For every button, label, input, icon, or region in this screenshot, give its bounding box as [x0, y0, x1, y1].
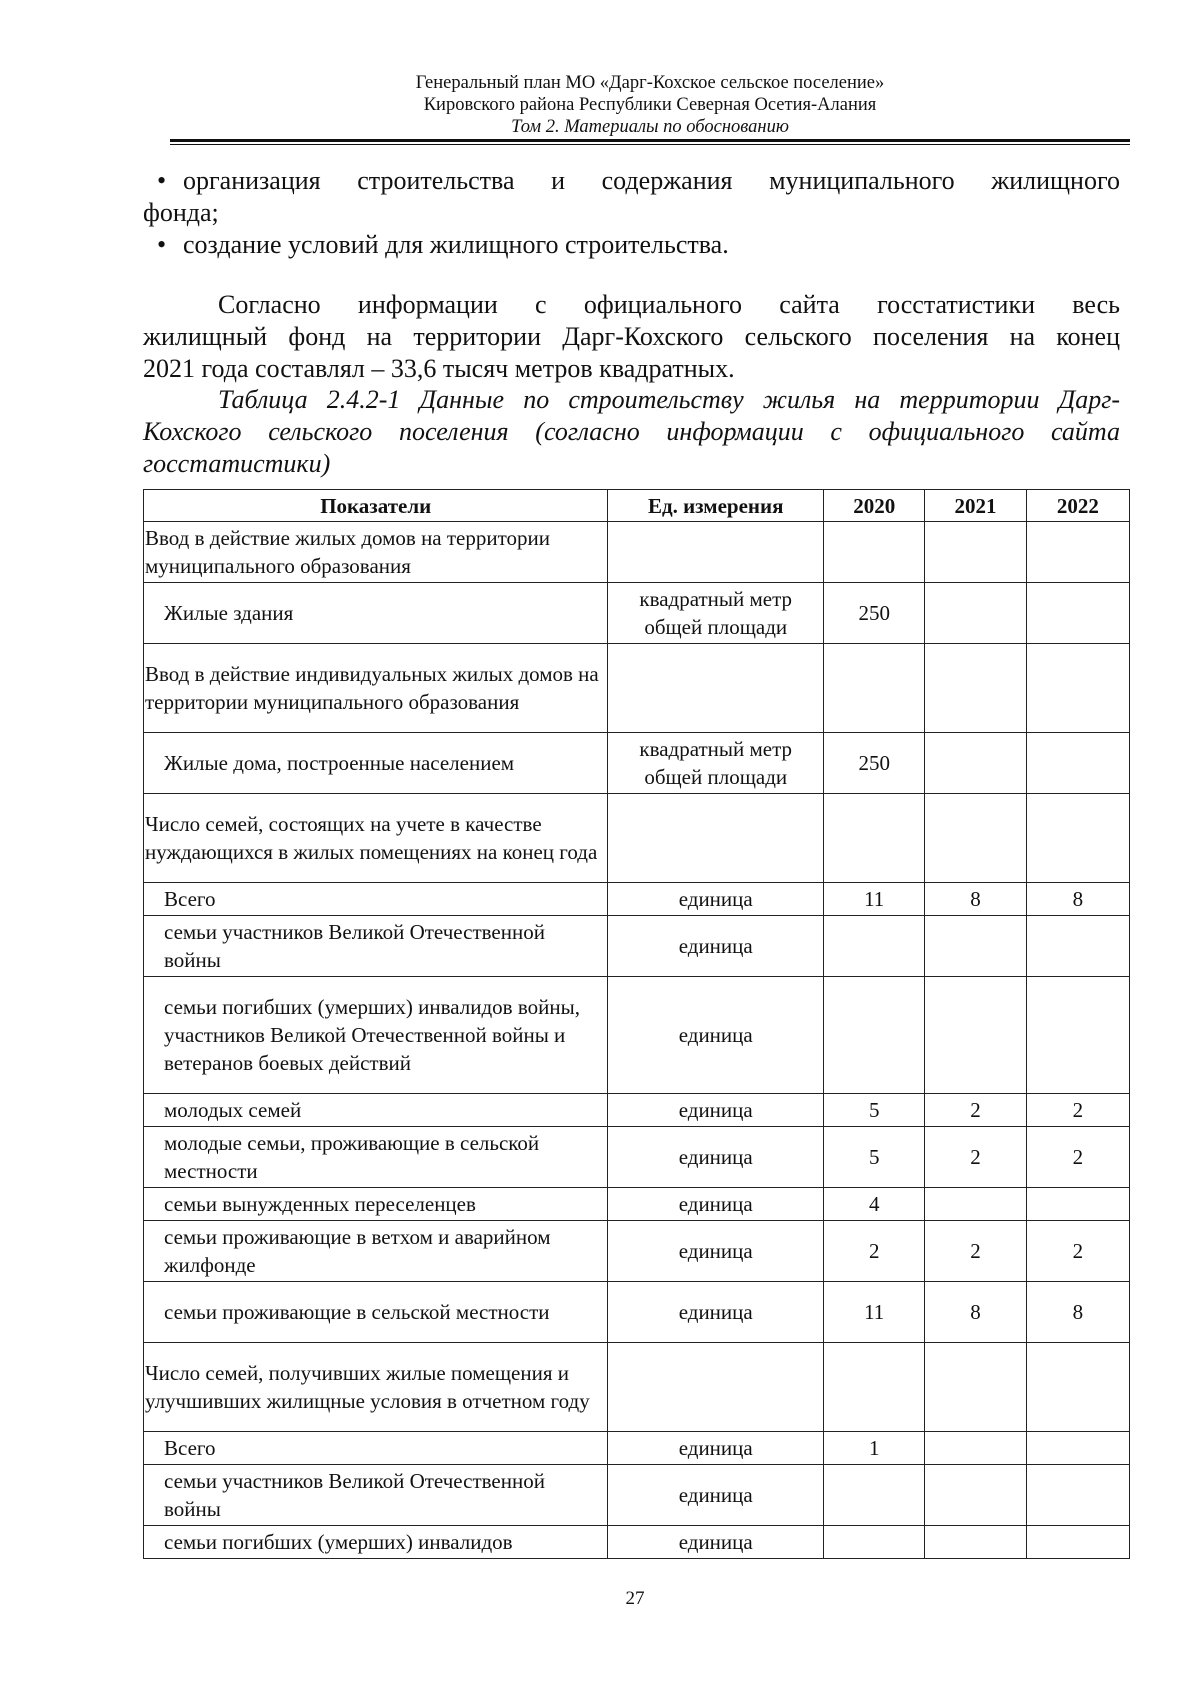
indicator-cell: Ввод в действие индивидуальных жилых домов на территории муниципального образования [144, 644, 608, 733]
unit-cell: единица [608, 883, 824, 916]
unit-cell: единица [608, 1282, 824, 1343]
bullet-item-2 [143, 229, 1120, 261]
indicator-cell: Всего [144, 883, 608, 916]
body-paragraph [143, 289, 1120, 385]
value-2022-cell [1026, 794, 1129, 883]
indicator-cell: Всего [144, 1432, 608, 1465]
table-row [144, 644, 1130, 733]
unit-cell: единица [608, 1094, 824, 1127]
table-row [144, 733, 1130, 794]
value-2021-cell [925, 733, 1026, 794]
unit-cell: квадратный метр общей площади [608, 583, 824, 644]
value-2020-cell [824, 977, 925, 1094]
unit-cell: единица [608, 1127, 824, 1188]
page-number: 27 [625, 1588, 645, 1609]
unit-cell: единица [608, 916, 824, 977]
indicator-cell: семьи участников Великой Отечественной войны [144, 1465, 608, 1526]
unit-cell [608, 1343, 824, 1432]
value-2021-cell [925, 1526, 1026, 1559]
indicator-cell: Жилые дома, построенные населением [144, 733, 608, 794]
value-2022-cell: 8 [1026, 883, 1129, 916]
header-rule-thin [170, 144, 1130, 145]
column-header-2021: 2021 [925, 490, 1026, 522]
value-2021-cell [925, 1465, 1026, 1526]
value-2021-cell [925, 522, 1026, 583]
header-title-line2: Кировского района Республики Северная Осетия-Алания [423, 95, 877, 115]
unit-cell: единица [608, 1526, 824, 1559]
value-2020-cell: 11 [824, 1282, 925, 1343]
value-2020-cell: 5 [824, 1094, 925, 1127]
value-2020-cell: 5 [824, 1127, 925, 1188]
indicator-cell: семьи проживающие в ветхом и аварийном жилфонде [144, 1221, 608, 1282]
table-row [144, 1188, 1130, 1221]
table-row [144, 977, 1130, 1094]
paragraph-line-1: Согласно информации с официального сайта госстатистики весь [218, 290, 1120, 319]
table-row [144, 1127, 1130, 1188]
bullet-item-1 [143, 165, 1120, 197]
column-header-2020: 2020 [824, 490, 925, 522]
table-row [144, 1526, 1130, 1559]
unit-cell: единица [608, 977, 824, 1094]
value-2022-cell [1026, 1465, 1129, 1526]
indicator-cell: семьи вынужденных переселенцев [144, 1188, 608, 1221]
value-2022-cell [1026, 1343, 1129, 1432]
value-2020-cell: 250 [824, 733, 925, 794]
value-2020-cell: 11 [824, 883, 925, 916]
value-2021-cell: 8 [925, 883, 1026, 916]
indicator-cell: Жилые здания [144, 583, 608, 644]
indicator-cell: молодых семей [144, 1094, 608, 1127]
value-2022-cell: 2 [1026, 1127, 1129, 1188]
unit-cell: единица [608, 1432, 824, 1465]
value-2022-cell [1026, 644, 1129, 733]
value-2021-cell [925, 644, 1026, 733]
indicator-cell: Число семей, состоящих на учете в качестве нуждающихся в жилых помещениях на конец года [144, 794, 608, 883]
document-header [170, 72, 1130, 138]
paragraph-line-3: 2021 года составлял – 33,6 тысяч метров квадратных. [143, 354, 735, 383]
value-2021-cell [925, 1188, 1026, 1221]
bullet-icon: • [157, 230, 167, 259]
indicator-cell: семьи погибших (умерших) инвалидов [144, 1526, 608, 1559]
value-2021-cell [925, 794, 1026, 883]
unit-cell [608, 522, 824, 583]
column-header-unit: Ед. измерения [608, 490, 824, 522]
value-2021-cell [925, 1343, 1026, 1432]
table-row [144, 1282, 1130, 1343]
value-2022-cell [1026, 522, 1129, 583]
value-2021-cell [925, 916, 1026, 977]
caption-line-2: Кохского сельского поселения (согласно информации с официального сайта [143, 417, 1120, 446]
paragraph-line-2: жилищный фонд на территории Дарг-Кохского сельского поселения на конец [143, 322, 1120, 351]
table-header-row [144, 490, 1130, 522]
unit-cell [608, 794, 824, 883]
header-title-line1: Генеральный план МО «Дарг-Кохское сельское поселение» [415, 73, 885, 93]
value-2020-cell [824, 644, 925, 733]
value-2020-cell: 4 [824, 1188, 925, 1221]
value-2022-cell [1026, 977, 1129, 1094]
value-2020-cell [824, 794, 925, 883]
value-2022-cell [1026, 583, 1129, 644]
value-2020-cell: 1 [824, 1432, 925, 1465]
value-2021-cell [925, 583, 1026, 644]
unit-cell: квадратный метр общей площади [608, 733, 824, 794]
indicator-cell: Число семей, получивших жилые помещения и улучшивших жилищные условия в отчетном году [144, 1343, 608, 1432]
value-2020-cell [824, 916, 925, 977]
value-2022-cell [1026, 916, 1129, 977]
unit-cell: единица [608, 1188, 824, 1221]
value-2020-cell [824, 1526, 925, 1559]
table-row [144, 883, 1130, 916]
value-2022-cell: 2 [1026, 1094, 1129, 1127]
bullet-list [143, 165, 1120, 261]
bullet-item-1-text: организация строительства и содержания муниципального жилищного [183, 166, 1120, 195]
table-row [144, 522, 1130, 583]
value-2021-cell: 2 [925, 1127, 1026, 1188]
value-2020-cell [824, 1465, 925, 1526]
table-row [144, 1221, 1130, 1282]
table-row [144, 1094, 1130, 1127]
value-2021-cell: 2 [925, 1221, 1026, 1282]
indicator-cell: Ввод в действие жилых домов на территории муниципального образования [144, 522, 608, 583]
value-2022-cell [1026, 1432, 1129, 1465]
housing-construction-table [143, 489, 1130, 1559]
value-2021-cell: 8 [925, 1282, 1026, 1343]
value-2022-cell: 2 [1026, 1221, 1129, 1282]
value-2020-cell: 250 [824, 583, 925, 644]
table-row [144, 1432, 1130, 1465]
indicator-cell: молодые семьи, проживающие в сельской местности [144, 1127, 608, 1188]
caption-line-3: госстатистики) [143, 449, 331, 478]
table-caption [143, 384, 1120, 480]
table-row [144, 916, 1130, 977]
value-2022-cell: 8 [1026, 1282, 1129, 1343]
table-row [144, 1465, 1130, 1526]
column-header-2022: 2022 [1026, 490, 1129, 522]
indicator-cell: семьи погибших (умерших) инвалидов войны, участников Великой Отечественной войны и ветеранов боевых действий [144, 977, 608, 1094]
table-row [144, 794, 1130, 883]
header-rule-thick [170, 139, 1130, 142]
bullet-item-1-continuation: фонда; [143, 198, 219, 227]
caption-line-1: Таблица 2.4.2-1 Данные по строительству жилья на территории Дарг- [218, 385, 1120, 414]
indicator-cell: семьи проживающие в сельской местности [144, 1282, 608, 1343]
value-2020-cell [824, 1343, 925, 1432]
table-row [144, 1343, 1130, 1432]
indicator-cell: семьи участников Великой Отечественной войны [144, 916, 608, 977]
value-2021-cell [925, 977, 1026, 1094]
table-row [144, 583, 1130, 644]
header-volume-line: Том 2. Материалы по обоснованию [511, 117, 789, 137]
value-2022-cell [1026, 1188, 1129, 1221]
unit-cell: единица [608, 1221, 824, 1282]
value-2020-cell: 2 [824, 1221, 925, 1282]
value-2020-cell [824, 522, 925, 583]
value-2021-cell: 2 [925, 1094, 1026, 1127]
value-2022-cell [1026, 733, 1129, 794]
unit-cell [608, 644, 824, 733]
bullet-item-2-text: создание условий для жилищного строительства. [183, 230, 729, 259]
unit-cell: единица [608, 1465, 824, 1526]
value-2022-cell [1026, 1526, 1129, 1559]
value-2021-cell [925, 1432, 1026, 1465]
column-header-indicator: Показатели [144, 490, 608, 522]
bullet-icon: • [157, 166, 167, 195]
